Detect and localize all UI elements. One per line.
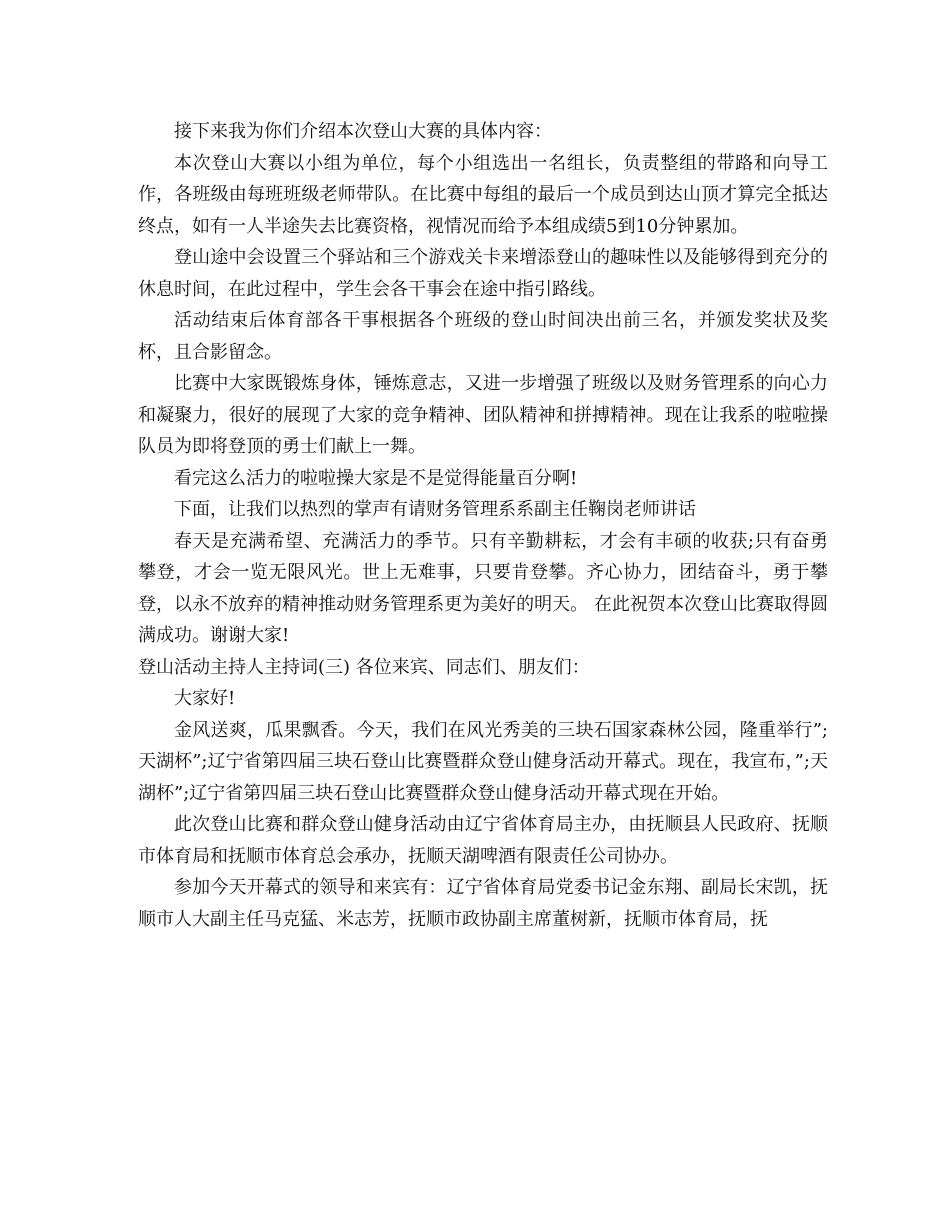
paragraph-awards: 活动结束后体育部各干事根据各个班级的登山时间决出前三名，并颁发奖状及奖杯，且合影留念。: [138, 310, 828, 363]
paragraph-intro: 接下来我为你们介绍本次登山大赛的具体内容：: [174, 121, 552, 142]
document-body: [138, 116, 828, 935]
paragraph-invite-speech: 下面，让我们以热烈的掌声有请财务管理系系副主任鞠岗老师讲话: [174, 499, 696, 520]
paragraph-spring-speech: 春天是充满希望、充满活力的季节。只有辛勤耕耘，才会有丰硕的收获;只有奋勇攀登，才会一览无限风光。世上无难事，只要肯登攀。齐心协力，团结奋斗，勇于攀登，以永不放弃的精神推动财务管理系更为美好的明天。 在此祝贺本次登山比赛取得圆满成功。谢谢大家!: [138, 530, 828, 646]
paragraph-group-rules: 本次登山大赛以小组为单位，每个小组选出一名组长，负责整组的带路和向导工作，各班级由每班班级老师带队。在比赛中每组的最后一个成员到达山顶才算完全抵达终点，如有一人半途失去比赛资格，视情况而给予本组成绩5到10分钟累加。: [138, 152, 828, 237]
section-heading: 登山活动主持人主持词(三) 各位来宾、同志们、朋友们：: [138, 656, 590, 678]
paragraph-cheer: 看完这么活力的啦啦操大家是不是觉得能量百分啊!: [174, 467, 578, 489]
paragraph-spirit: 比赛中大家既锻炼身体，锤炼意志，又进一步增强了班级以及财务管理系的向心力和凝聚力，很好的展现了大家的竞争精神、团队精神和拼搏精神。现在让我系的啦啦操队员为即将登顶的勇士们献上一舞。: [138, 373, 828, 457]
paragraph-greeting: 大家好!: [174, 688, 236, 709]
paragraph-guests: 参加今天开幕式的领导和来宾有：辽宁省体育局党委书记金东翔、副局长宋凯，抚顺市人大副主任马克猛、米志芳，抚顺市政协副主席董树新，抚顺市体育局，抚: [138, 877, 828, 930]
paragraph-stations: 登山途中会设置三个驿站和三个游戏关卡来增添登山的趣味性以及能够得到充分的休息时间，在此过程中，学生会各干事会在途中指引路线。: [138, 247, 828, 300]
paragraph-organizers: 此次登山比赛和群众登山健身活动由辽宁省体育局主办，由抚顺县人民政府、抚顺市体育局和抚顺市体育总会承办，抚顺天湖啤酒有限责任公司协办。: [138, 814, 828, 867]
paragraph-opening: 金风送爽，瓜果飘香。今天，我们在风光秀美的三块石国家森林公园，隆重举行”;天湖杯”;辽宁省第四届三块石登山比赛暨群众登山健身活动开幕式。现在，我宣布，”;天湖杯”;辽宁省第四届三块石登山比赛暨群众登山健身活动开幕式现在开始。: [138, 719, 828, 804]
